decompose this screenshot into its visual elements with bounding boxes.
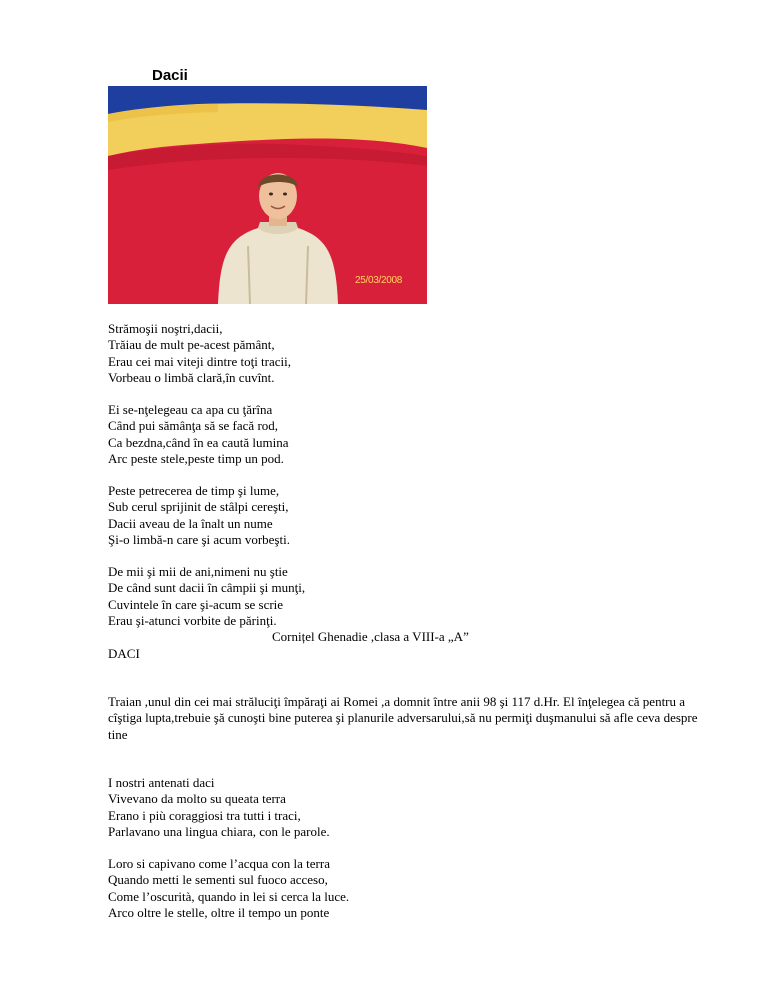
- poem-line: I nostri antenati daci: [108, 775, 215, 790]
- poem-line: Erau şi-atunci vorbite de părinţi.: [108, 612, 277, 628]
- poem-signature: Cornițel Ghenadie ,clasa a VIII-a „A”: [272, 629, 469, 644]
- section-heading: DACI: [108, 646, 140, 661]
- poem-line: Arc peste stele,peste timp un pod.: [108, 450, 284, 466]
- poem-line: Ca bezdna,când în ea caută lumina: [108, 434, 289, 450]
- poem-line: Cuvintele în care şi-acum se scrie: [108, 596, 284, 612]
- poem-line: Dacii aveau de la înalt un nume: [108, 515, 273, 531]
- poem-line: De mii şi mii de ani,nimeni nu ştie: [108, 564, 288, 579]
- poem-line: Şi-o limbă-n care şi acum vorbeşti.: [108, 531, 290, 547]
- section-paragraph: Traian ,unul din cei mai străluciţi împăraţi ai Romei ,a domnit între anii 98 şi 117 d.Hr. El înţelegea că pentru a cîştiga lupta,trebuie şă cunoşti bine puterea şi planurile adversarului,să nu permiţi duşmanului să afle ceva despre tine: [108, 694, 698, 742]
- poem-it-stanza-2: [108, 856, 349, 921]
- poem-ro-stanza-2: [108, 402, 288, 467]
- poem-line: Quando metti le sementi sul fuoco acceso,: [108, 872, 328, 888]
- page-title: Dacii: [152, 67, 188, 84]
- flag-backdrop-illustration: [108, 86, 427, 304]
- poem-line: Loro si capivano come l’acqua con la terra: [108, 856, 330, 871]
- poem-line: Parlavano una lingua chiara, con le parole.: [108, 823, 330, 839]
- poem-line: Ei se-nţelegeau ca apa cu ţărîna: [108, 402, 273, 417]
- poem-line: Vorbeau o limbă clară,în cuvînt.: [108, 369, 275, 385]
- poem-line: Come l’oscurità, quando in lei si cerca la luce.: [108, 888, 350, 904]
- poem-line: Arco oltre le stelle, oltre il tempo un ponte: [108, 904, 330, 920]
- poem-ro-stanza-1: [108, 321, 291, 386]
- poem-line: Vivevano da molto su queata terra: [108, 791, 286, 807]
- poem-line: Strămoşii noştri,dacii,: [108, 321, 223, 336]
- poem-line: Trăiau de mult pe-acest pământ,: [108, 337, 275, 353]
- poem-line: Erau cei mai viteji dintre toţi tracii,: [108, 353, 292, 369]
- poem-line: De când sunt dacii în câmpii şi munţi,: [108, 580, 306, 596]
- poem-line: Sub cerul sprijinit de stâlpi cereşti,: [108, 499, 289, 515]
- poem-ro-stanza-3: [108, 483, 290, 548]
- photo-boy-with-flag: [108, 86, 427, 304]
- poem-line: Când pui sămânţa să se facă rod,: [108, 418, 279, 434]
- photo-date-stamp: 25/03/2008: [355, 275, 403, 286]
- poem-line: Erano i più coraggiosi tra tutti i traci,: [108, 807, 301, 823]
- poem-line: Peste petrecerea de timp şi lume,: [108, 483, 280, 498]
- poem-ro-stanza-4: [108, 564, 305, 629]
- poem-it-stanza-1: [108, 775, 330, 840]
